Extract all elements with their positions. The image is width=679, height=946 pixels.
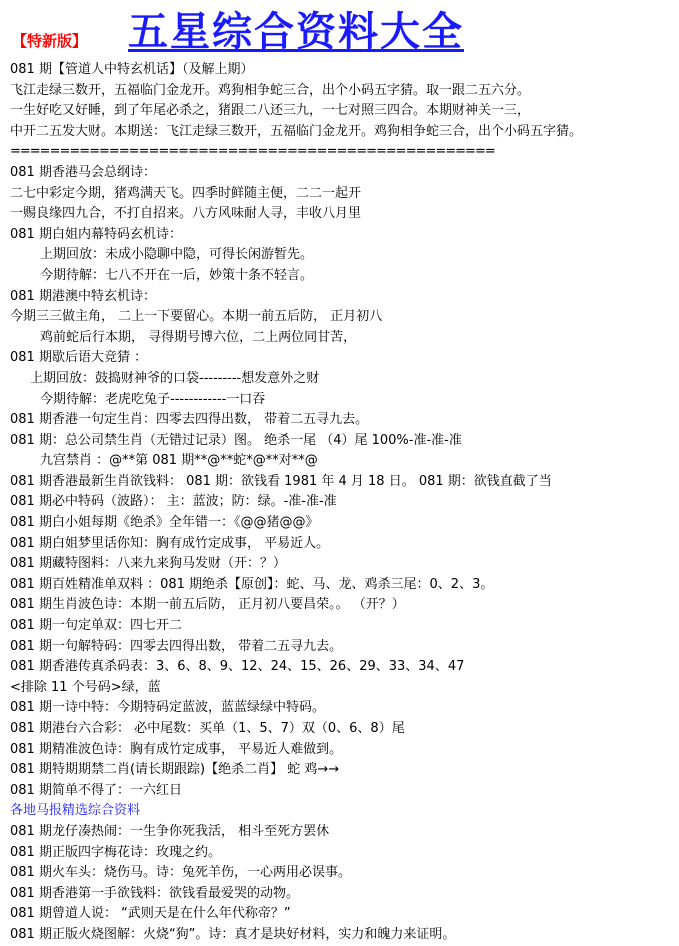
text-line: 081 期歇后语大竞猜 ： [10, 350, 148, 366]
separator-line: ================================================= [10, 144, 495, 160]
text-line: 081 期简单不得了：一六红日 [10, 782, 182, 798]
text-line: 九宫禁肖 ：@**第 081 期**@**蛇*@**对**@ [40, 453, 318, 469]
text-line: 今期三三做主角， 二上一下要留心。本期一前五后防， 正月初八 [10, 309, 383, 325]
text-line: 081 期一句解特码：四零去四得出数， 带着二五寻九去。 [10, 638, 343, 654]
text-line: 今期待解：七八不开在一后，妙策十条不轻言。 [40, 267, 314, 283]
text-line: 中开二五发大财。本期送：飞江走绿三数开，五福临门金龙开。鸡狗相争蛇三合，出个小码五字猜。 [10, 123, 583, 139]
text-line: 081 期火车头：烧伤马。诗：兔死羊伤，一心两用必误事。 [10, 865, 351, 881]
text-line: 081 期白姐梦里话你知：胸有成竹定成事， 平易近人。 [10, 535, 330, 551]
text-line: 鸡前蛇后行本期， 寻得期号博六位，二上两位同甘苦， [40, 329, 357, 345]
page-header [0, 0, 679, 56]
document-body [10, 60, 674, 946]
text-line: 081 期百姓精准单双料 ：081 期绝杀【原创】：蛇、马、龙、鸡杀三尾：0、2、3。 [10, 576, 494, 592]
text-line: 081 期香港第一手欲钱料：欲钱看最爱哭的动物。 [10, 885, 299, 901]
text-line: 081 期曾道人说： “武则天是在什么年代称帝？” [10, 906, 291, 922]
text-line: 一赐良缘四九合，不打自招来。八方风味耐人寻，丰收八月里 [10, 206, 362, 222]
text-line: 一生好吃又好睡，到了年尾必杀之，猪跟二八还三九，一七对照三四合。本期财神关一三， [10, 103, 531, 119]
edition-badge: 【特新版】 [12, 32, 88, 50]
text-line: 081 期精准波色诗：胸有成竹定成事， 平易近人难做到。 [10, 741, 343, 757]
text-line: 081 期正版火烧图解：火烧“狗”。诗：真才是块好材料，实力和魄力来证明。 [10, 926, 456, 942]
text-line: 081 期港台六合彩： 必中尾数：买单（1、5、7）双（0、6、8）尾 [10, 721, 405, 736]
page-title: 五星综合资料大全 [128, 8, 464, 55]
text-line: 081 期一诗中特：今期特码定蓝波，蓝蓝绿绿中特码。 [10, 700, 325, 716]
text-line: 081 期一句定单双：四七开二 [10, 618, 182, 634]
text-line: 今期待解：老虎吃兔子------------一口吞 [40, 391, 266, 407]
text-line: 081 期香港最新生肖欲钱料： 081 期：欲钱看 1981 年 4 月 18 日。 081 期：欲钱直截了当 [10, 473, 552, 489]
text-line: 二七中彩定今期，猪鸡满天飞。四季时鲜随主便，二二一起开 [10, 185, 362, 201]
text-line: 081 期白小姐每期《绝杀》全年错一：《@@猪@@》 [10, 515, 319, 531]
text-line: 081 期香港传真杀码表：3、6、8、9、12、24、15、26、29、33、34、47 [10, 659, 465, 675]
text-line: 081 期香港马会总纲诗： [10, 164, 156, 180]
text-line: 081 期藏特图料：八来九来狗马发财（开：？） [10, 556, 286, 572]
text-line: 上期回放：鼓捣财神爷的口袋---------想发意外之财 [30, 370, 320, 386]
text-line: 081 期白姐内幕特码玄机诗： [10, 226, 182, 242]
text-line: 081 期：总公司禁生肖（无错过记录）图。 绝杀一尾 （4）尾 100%-准-准-准 [10, 432, 462, 448]
text-line: 飞江走绿三数开，五福临门金龙开。鸡狗相争蛇三合，出个小码五字猜。取一跟二五六分。 [10, 82, 531, 98]
text-line: 081 期必中特码（波路）： 主：蓝波；防：绿。-准-准-准 [10, 494, 337, 510]
text-line: 上期回放：未成小隐聊中隐，可得长闲游暂先。 [40, 247, 314, 263]
text-line: 081 期生肖波色诗：本期一前五后防， 正月初八要昌荣。。 （开？） [10, 597, 405, 613]
text-line: 081 期特期期禁二肖(请长期跟踪)【绝杀二肖】 蛇 鸡→→ [10, 762, 340, 778]
text-line: 081 期龙仔凑热闹：一生争你死我活， 相斗至死方罢休 [10, 823, 330, 839]
text-line: 081 期香港一句定生肖：四零去四得出数， 带着二五寻九去。 [10, 412, 369, 428]
text-line: 081 期正版四字梅花诗：玫瑰之约。 [10, 844, 221, 860]
text-line: <排除 11 个号码>绿，蓝 [10, 679, 161, 695]
text-line: 081 期港澳中特玄机诗： [10, 288, 156, 304]
section-heading: 各地马报精选综合资料 [10, 803, 141, 819]
text-line: 081 期【管道人中特玄机话】（及解上期） [10, 62, 254, 77]
